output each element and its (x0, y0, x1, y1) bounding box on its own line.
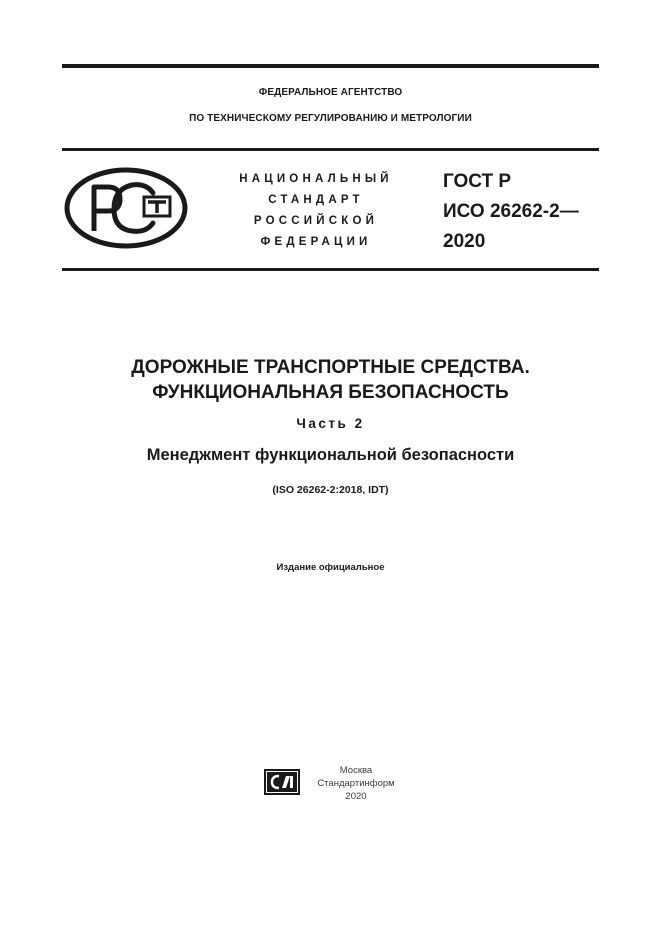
publisher-year: 2020 (345, 791, 367, 802)
standard-word-2: СТАНДАРТ (268, 194, 364, 206)
national-standard-label (228, 169, 404, 253)
standard-word-4: ФЕДЕРАЦИИ (260, 236, 372, 248)
standard-word-1: НАЦИОНАЛЬНЫЙ (239, 173, 393, 185)
standard-word-3: РОССИЙСКОЙ (253, 215, 379, 227)
header-divider (62, 148, 599, 151)
publisher-name: Стандартинформ (317, 778, 395, 789)
standartinform-logo-icon (264, 769, 300, 800)
designation-line-2: ИСО 26262-2— (443, 201, 579, 222)
edition-label: Издание официальное (276, 562, 385, 573)
part-label: Часть 2 (296, 416, 365, 431)
agency-line-1: ФЕДЕРАЛЬНОЕ АГЕНТСТВО (258, 87, 403, 98)
standard-designation (443, 167, 579, 257)
agency-line-2: ПО ТЕХНИЧЕСКОМУ РЕГУЛИРОВАНИЮ И МЕТРОЛОГИИ (189, 113, 472, 124)
title-line-1: ДОРОЖНЫЕ ТРАНСПОРТНЫЕ СРЕДСТВА. (131, 357, 530, 378)
iso-reference: (ISO 26262-2:2018, IDT) (272, 484, 389, 496)
top-rule (62, 64, 599, 68)
document-title (0, 355, 661, 405)
rst-certification-logo-icon (64, 167, 190, 254)
publisher-info (306, 764, 406, 803)
designation-line-3: 2020 (443, 231, 486, 252)
title-line-2: ФУНКЦИОНАЛЬНАЯ БЕЗОПАСНОСТЬ (152, 382, 509, 403)
designation-line-1: ГОСТ Р (443, 171, 512, 192)
header-bottom-rule (62, 268, 599, 271)
publisher-city: Москва (339, 765, 373, 776)
document-subtitle: Менеджмент функциональной безопасности (146, 446, 515, 464)
